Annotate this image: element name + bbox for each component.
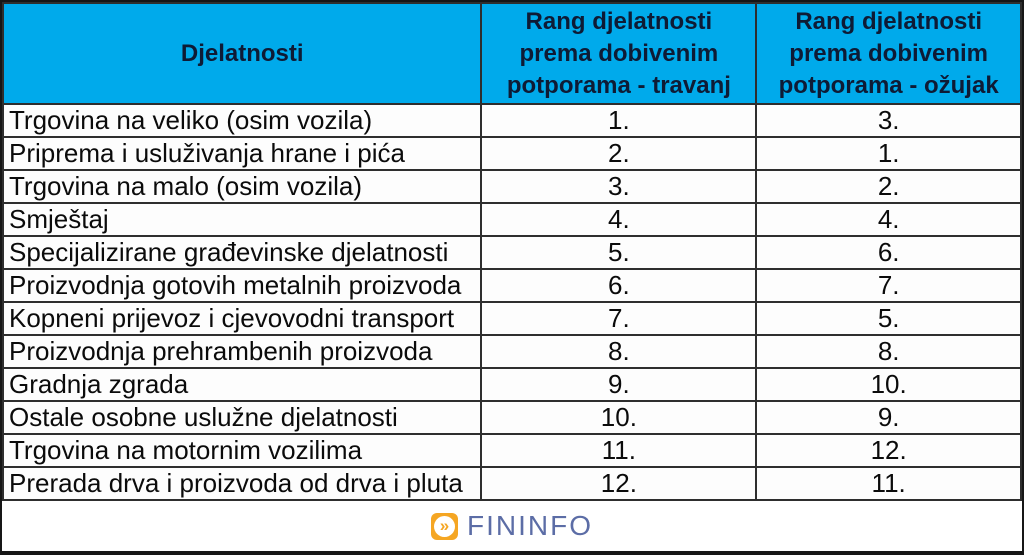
- activity-cell: Trgovina na malo (osim vozila): [3, 170, 481, 203]
- header-line: Djelatnosti: [180, 39, 304, 67]
- rank-travanj-cell: 1.: [481, 104, 756, 137]
- rank-travanj-cell: 2.: [481, 137, 756, 170]
- header-line: prema dobivenim: [789, 39, 989, 67]
- rank-ozujak-cell: 6.: [756, 236, 1021, 269]
- activity-cell: Ostale osobne uslužne djelatnosti: [3, 401, 481, 434]
- rank-travanj-cell: 3.: [481, 170, 756, 203]
- header-rank-travanj: [481, 3, 756, 104]
- rank-ozujak-cell: 12.: [756, 434, 1021, 467]
- header-line: potporama - ožujak: [778, 71, 999, 99]
- table-row: [3, 104, 1021, 137]
- rank-ozujak-cell: 7.: [756, 269, 1021, 302]
- rank-ozujak-cell: 1.: [756, 137, 1021, 170]
- rank-ozujak-cell: 10.: [756, 368, 1021, 401]
- table-row: [3, 203, 1021, 236]
- rank-ozujak-cell: 4.: [756, 203, 1021, 236]
- table-row: [3, 236, 1021, 269]
- activity-cell: Smještaj: [3, 203, 481, 236]
- fininfo-logo-icon: [431, 513, 458, 540]
- table-row: [3, 467, 1021, 500]
- header-line: Rang djelatnosti: [795, 7, 982, 35]
- fininfo-logo-text: FININFO: [467, 510, 593, 541]
- rank-travanj-cell: 10.: [481, 401, 756, 434]
- table-row: [3, 368, 1021, 401]
- rank-travanj-cell: 6.: [481, 269, 756, 302]
- table-row: [3, 137, 1021, 170]
- activity-cell: Prerada drva i proizvoda od drva i pluta: [3, 467, 481, 500]
- table-row: [3, 302, 1021, 335]
- activity-cell: Proizvodnja prehrambenih proizvoda: [3, 335, 481, 368]
- activity-cell: Specijalizirane građevinske djelatnosti: [3, 236, 481, 269]
- rank-travanj-cell: 5.: [481, 236, 756, 269]
- rank-travanj-cell: 11.: [481, 434, 756, 467]
- header-line: Rang djelatnosti: [525, 7, 713, 35]
- activity-cell: Proizvodnja gotovih metalnih proizvoda: [3, 269, 481, 302]
- activity-cell: Kopneni prijevoz i cjevovodni transport: [3, 302, 481, 335]
- rank-ozujak-cell: 11.: [756, 467, 1021, 500]
- rank-travanj-cell: 9.: [481, 368, 756, 401]
- header-rank-ozujak: [756, 3, 1021, 104]
- rank-travanj-cell: 8.: [481, 335, 756, 368]
- activity-cell: Trgovina na veliko (osim vozila): [3, 104, 481, 137]
- activity-cell: Trgovina na motornim vozilima: [3, 434, 481, 467]
- rank-table: [2, 2, 1022, 501]
- rank-ozujak-cell: 3.: [756, 104, 1021, 137]
- activity-cell: Priprema i usluživanja hrane i pića: [3, 137, 481, 170]
- table-row: [3, 434, 1021, 467]
- chevron-right-icon: »: [434, 516, 455, 537]
- table-row: [3, 335, 1021, 368]
- rank-ozujak-cell: 8.: [756, 335, 1021, 368]
- header-djelatnosti: [3, 3, 481, 104]
- activity-cell: Gradnja zgrada: [3, 368, 481, 401]
- rank-ozujak-cell: 2.: [756, 170, 1021, 203]
- rank-travanj-cell: 4.: [481, 203, 756, 236]
- header-line: potporama - travanj: [506, 71, 731, 99]
- rank-travanj-cell: 7.: [481, 302, 756, 335]
- table-row: [3, 401, 1021, 434]
- footer: [2, 501, 1022, 551]
- header-line: prema dobivenim: [519, 39, 719, 67]
- table-row: [3, 269, 1021, 302]
- rank-ozujak-cell: 9.: [756, 401, 1021, 434]
- table-row: [3, 170, 1021, 203]
- rank-ozujak-cell: 5.: [756, 302, 1021, 335]
- rank-travanj-cell: 12.: [481, 467, 756, 500]
- header-row: [3, 3, 1021, 104]
